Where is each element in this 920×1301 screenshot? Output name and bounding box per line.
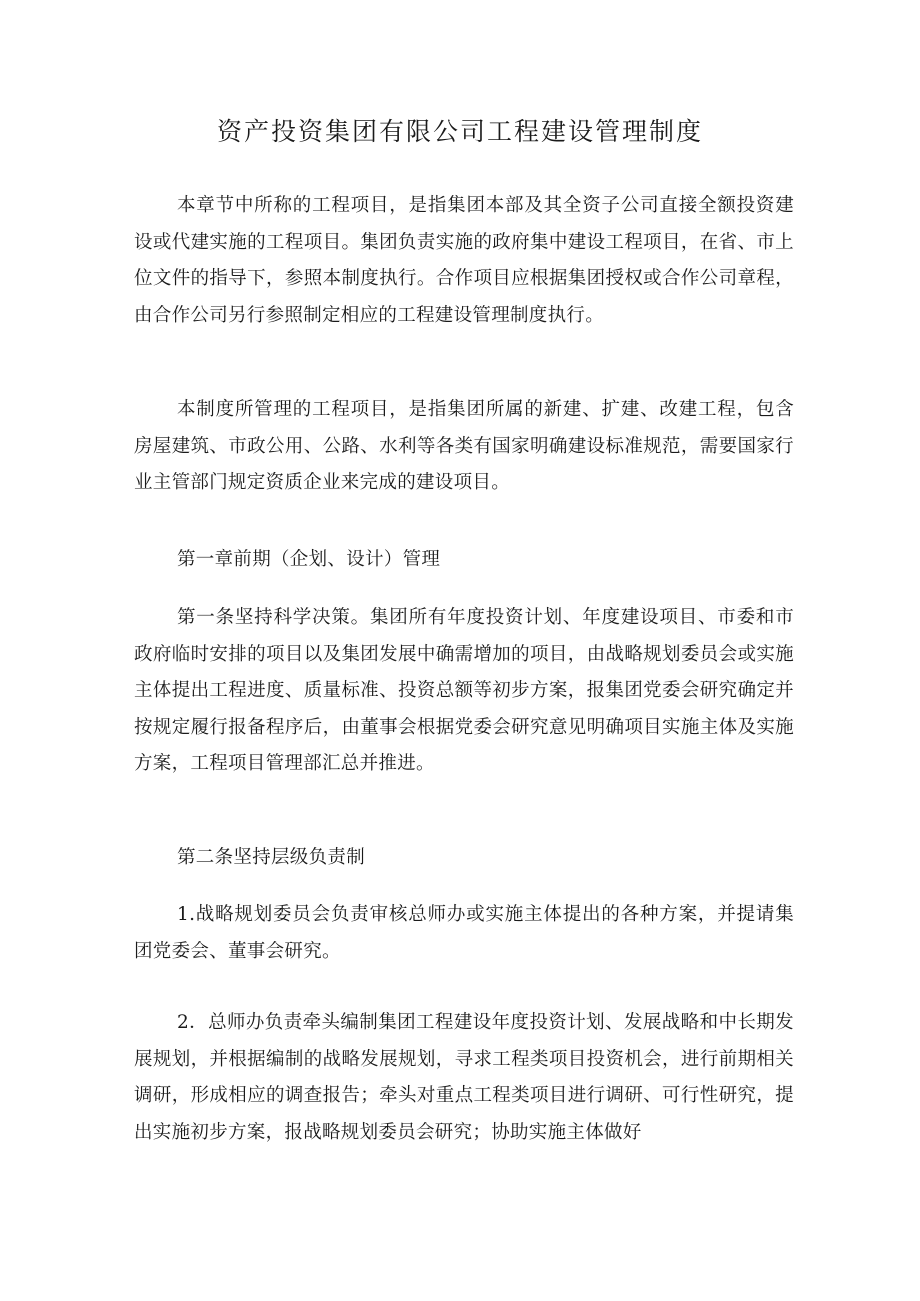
paragraph-scope: 本章节中所称的工程项目，是指集团本部及其全资子公司直接全额投资建设或代建实施的工程项目。集团负责实施的政府集中建设工程项目，在省、市上位文件的指导下，参照本制度执行。合作项目应根据集团授权或合作公司章程，由合作公司另行参照制定相应的工程建设管理制度执行。	[134, 195, 794, 326]
paragraph-definition: 本制度所管理的工程项目，是指集团所属的新建、扩建、改建工程，包含房屋建筑、市政公用、公路、水利等各类有国家明确建设标准规范，需要国家行业主管部门规定资质企业来完成的建设项目。	[134, 399, 794, 493]
document-title: 资产投资集团有限公司工程建设管理制度	[216, 117, 703, 146]
article-two-item-2: 2．总师办负责牵头编制集团工程建设年度投资计划、发展战略和中长期发展规划，并根据编制的战略发展规划，寻求工程类项目投资机会，进行前期相关调研，形成相应的调查报告；牵头对重点工程类项目进行调研、可行性研究，提出实施初步方案，报战略规划委员会研究；协助实施主体做好	[134, 1012, 794, 1143]
chapter-heading: 第一章前期（企划、设计）管理	[177, 549, 441, 570]
article-two-item-1: 1.战略规划委员会负责审核总师办或实施主体提出的各种方案，并提请集团党委会、董事会研究。	[134, 904, 794, 962]
article-one: 第一条坚持科学决策。集团所有年度投资计划、年度建设项目、市委和市政府临时安排的项目以及集团发展中确需增加的项目，由战略规划委员会或实施主体提出工程进度、质量标准、投资总额等初步方案，报集团党委会研究确定并按规定履行报备程序后，由董事会根据党委会研究意见明确项目实施主体及实施方案，工程项目管理部汇总并推进。	[134, 607, 794, 774]
article-two-heading: 第二条坚持层级负责制	[177, 847, 366, 868]
